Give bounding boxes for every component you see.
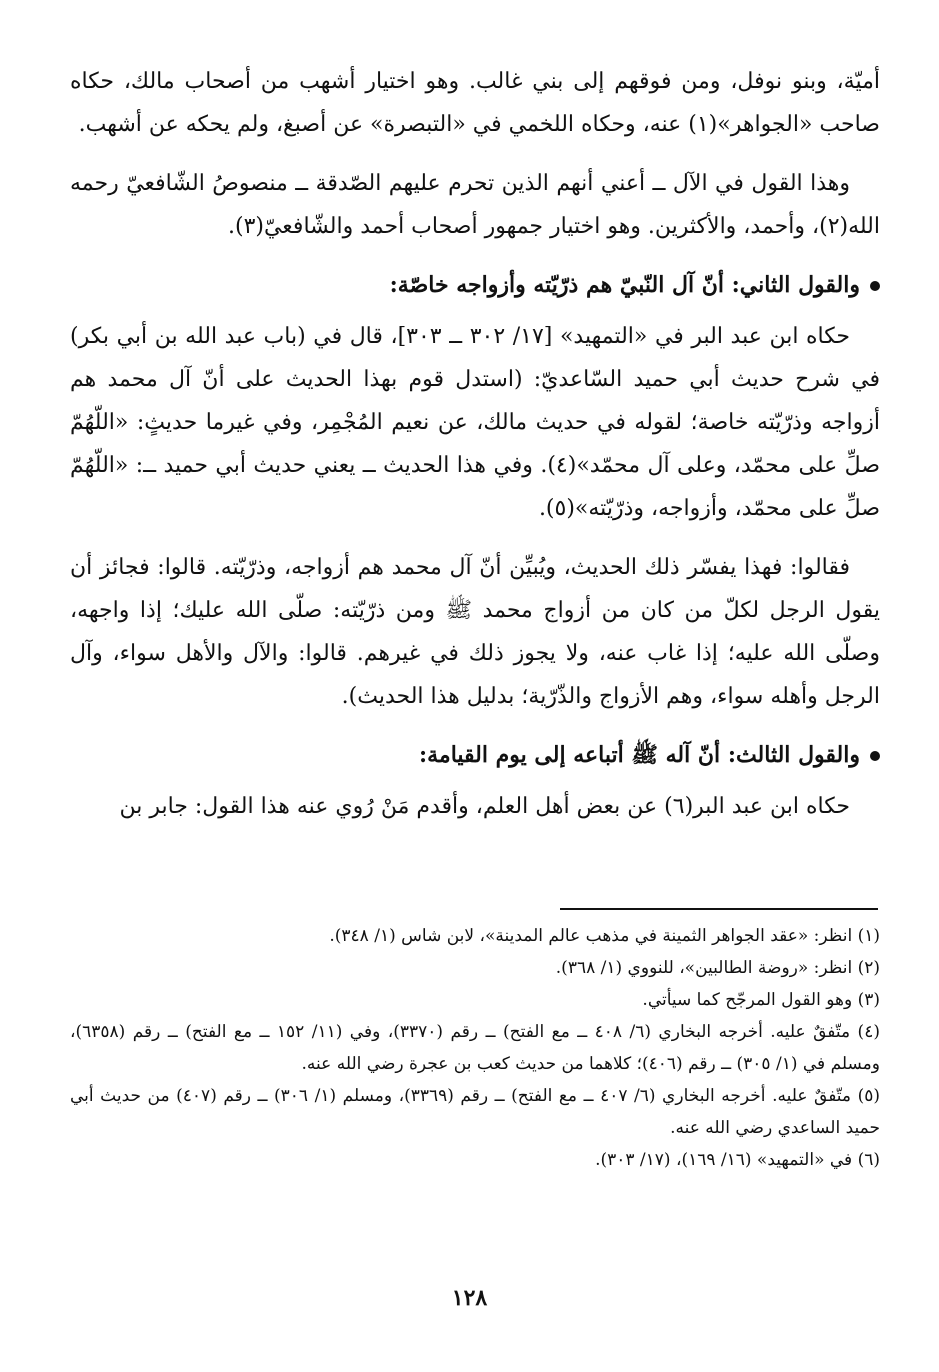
footnote-5: (٥) متّفقٌ عليه. أخرجه البخاري (٦/ ٤٠٧ ــ مع الفتح) ــ رقم (٣٣٦٩)، ومسلم (١/ ٣٠٦) ــ رقم (٤٠٧) من حديث أبي حميد الساعدي رضي الله عنه.	[70, 1086, 880, 1138]
section-heading-second-opinion	[70, 264, 880, 307]
bullet-icon	[870, 281, 880, 291]
footnotes	[70, 920, 880, 1176]
main-text	[70, 60, 880, 844]
footnote-separator	[560, 908, 878, 910]
paragraph-4: فقالوا: فهذا يفسّر ذلك الحديث، ويُبيِّن أنّ آل محمد هم أزواجه، وذرّيّته. قالوا: فجائز أن يقول الرجل لكلّ من كان من أزواج محمد ﷺ ومن ذرّيّته: صلّى الله عليك؛ إذا واجهه، وصلّى الله عليه؛ إذا غاب عنه، ولا يجوز ذلك في غيرهم. قالوا: والآل والأهل سواء، وآل الرجل وأهله سواء، وهم الأزواج والذّرّية؛ بدليل هذا الحديث).	[70, 555, 880, 709]
heading-text: والقول الثالث: أنّ آله ﷺ أتباعه إلى يوم القيامة:	[419, 742, 860, 768]
paragraph-3: حكاه ابن عبد البر في «التمهيد» [١٧/ ٣٠٢ ــ ٣٠٣]، قال في (باب عبد الله بن أبي بكر) في شرح حديث أبي حميد السّاعديّ: (استدل قوم بهذا الحديث على أنّ آل محمد هم أزواجه وذرّيّته خاصة؛ لقوله في حديث مالك، عن نعيم المُجْمِر، وفي غيرما حديثٍ: «اللّهُمّ صلِّ على محمّد، وعلى آل محمّد»(٤). وفي هذا الحديث ــ يعني حديث أبي حميد ــ: «اللّهُمّ صلِّ على محمّد، وأزواجه، وذرّيّته»(٥).	[70, 324, 881, 521]
paragraph-2: وهذا القول في الآل ــ أعني أنهم الذين تحرم عليهم الصّدقة ــ منصوصُ الشّافعيّ رحمه الله(٢)، وأحمد، والأكثرين. وهو اختيار جمهور أصحاب أحمد والشّافعيّ(٣).	[70, 171, 880, 239]
section-heading-third-opinion	[70, 734, 880, 777]
footnote-4: (٤) متّفقٌ عليه. أخرجه البخاري (٦/ ٤٠٨ ــ مع الفتح) ــ رقم (٣٣٧٠)، وفي (١١/ ١٥٢ ــ مع الفتح) ــ رقم (٦٣٥٨)، ومسلم في (١/ ٣٠٥) ــ رقم (٤٠٦)؛ كلاهما من حديث كعب بن عجرة رضي الله عنه.	[70, 1022, 880, 1074]
heading-text: والقول الثاني: أنّ آل النّبيّ هم ذرّيّته وأزواجه خاصّة:	[389, 272, 860, 298]
paragraph-1: أميّة، وبنو نوفل، ومن فوقهم إلى بني غالب. وهو اختيار أشهب من أصحاب مالك، حكاه صاحب «الجواهر»(١) عنه، وحكاه اللخمي في «التبصرة» عن أصبغ، ولم يحكه عن أشهب.	[70, 69, 880, 137]
footnote-6: (٦) في «التمهيد» (١٦/ ١٦٩)، (١٧/ ٣٠٣).	[595, 1150, 880, 1170]
bullet-icon	[870, 751, 880, 761]
footnote-1: (١) انظر: «عقد الجواهر الثمينة في مذهب عالم المدينة»، لابن شاس (١/ ٣٤٨).	[329, 926, 880, 946]
footnote-3: (٣) وهو القول المرجّح كما سيأتي.	[642, 990, 880, 1010]
page-number: ١٢٨	[451, 1285, 488, 1311]
paragraph-5: حكاه ابن عبد البر(٦) عن بعض أهل العلم، وأقدم مَنْ رُوي عنه هذا القول: جابر بن	[119, 794, 850, 819]
footnote-2: (٢) انظر: «روضة الطالبين»، للنووي (١/ ٣٦٨).	[555, 958, 880, 978]
